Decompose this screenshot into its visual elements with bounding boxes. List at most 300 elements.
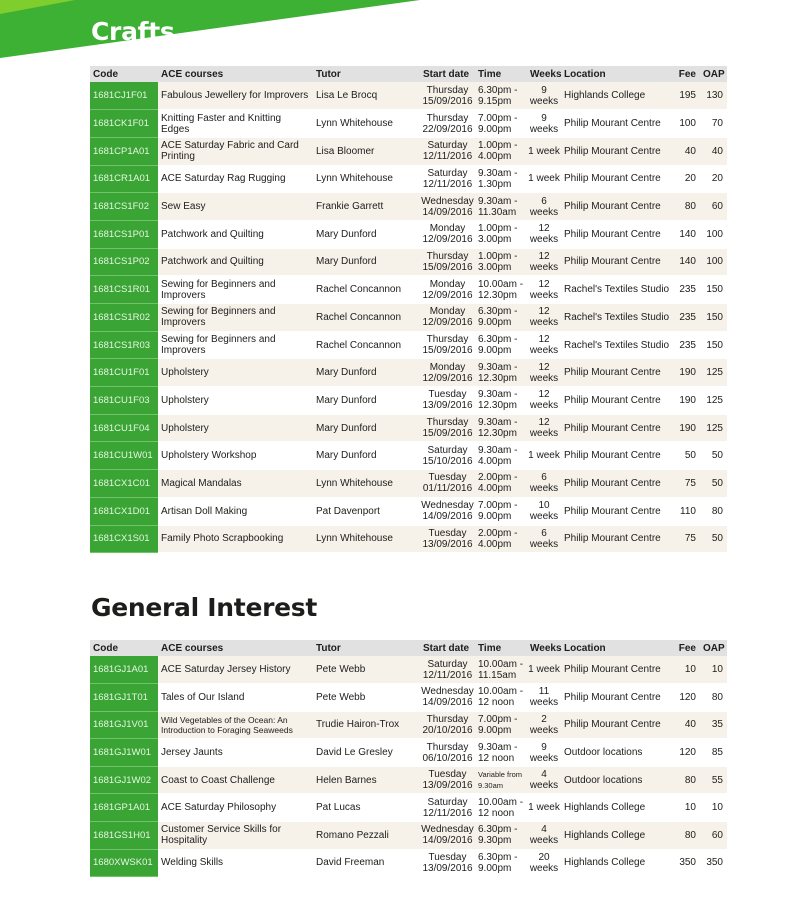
course-weeks — [527, 248, 561, 276]
course-time-text: 6.30pm - — [478, 306, 518, 318]
course-oap-fee — [700, 711, 727, 739]
start-date-text: Thursday — [426, 334, 469, 346]
course-fee-text: 80 — [684, 774, 696, 786]
course-oap-fee-text: 10 — [711, 664, 723, 676]
course-name-text: Upholstery — [161, 394, 209, 406]
course-name-text: Magical Mandalas — [161, 477, 242, 489]
course-name — [158, 711, 313, 739]
course-location — [561, 359, 674, 387]
course-fee — [674, 220, 700, 248]
course-oap-fee — [700, 470, 727, 498]
course-oap-fee-text: 55 — [711, 774, 723, 786]
course-code-text: 1681CJ1F01 — [93, 90, 148, 102]
course-name — [158, 359, 313, 387]
course-code-text: 1681CX1D01 — [93, 505, 151, 517]
course-time-text: 9.30pm — [478, 835, 512, 847]
table-row — [90, 497, 727, 525]
course-code-text: 1681GP1A01 — [93, 802, 151, 814]
course-weeks-text: weeks — [529, 835, 559, 847]
course-fee — [674, 193, 700, 221]
tutor-name — [313, 470, 420, 498]
course-oap-fee — [700, 331, 727, 359]
course-time-text: 12 noon — [478, 752, 515, 764]
course-location — [561, 442, 674, 470]
course-weeks — [527, 165, 561, 193]
course-location — [561, 137, 674, 165]
start-date-text: 15/09/2016 — [422, 428, 473, 440]
course-time-text: 9.00pm — [478, 511, 512, 523]
course-oap-fee — [700, 442, 727, 470]
course-fee — [674, 470, 700, 498]
course-weeks — [527, 766, 561, 794]
course-time — [475, 794, 527, 822]
course-weeks-text: 4 — [541, 824, 547, 836]
tutor-name-text: Romano Pezzali — [316, 829, 389, 841]
start-date-text: Monday — [429, 361, 466, 373]
start-date-text: Thursday — [426, 112, 469, 124]
tutor-name-text: Lisa Le Brocq — [316, 90, 378, 102]
course-time — [475, 137, 527, 165]
course-name-text: Sewing for Beginners and Improvers — [161, 334, 276, 357]
course-time-text: 6.30pm - — [478, 334, 518, 346]
course-weeks-text: weeks — [529, 511, 559, 523]
tutor-name-text: Lynn Whitehouse — [316, 533, 393, 545]
start-date-text: 14/09/2016 — [422, 511, 473, 523]
course-time — [475, 470, 527, 498]
course-time-text: 11.15am — [478, 669, 517, 681]
start-date — [420, 276, 475, 304]
course-oap-fee — [700, 684, 727, 712]
start-date-text: Saturday — [427, 167, 468, 179]
course-time — [475, 165, 527, 193]
course-time-text: 3.00pm — [478, 234, 512, 246]
course-name — [158, 497, 313, 525]
course-oap-fee-text: 125 — [706, 367, 723, 379]
course-code — [90, 739, 158, 767]
tutor-name — [313, 220, 420, 248]
course-time-text: 9.15pm — [478, 95, 512, 107]
course-fee-text: 140 — [679, 228, 696, 240]
tutor-name-text: David Le Gresley — [316, 747, 393, 759]
tutor-name — [313, 165, 420, 193]
course-name-text: Tales of Our Island — [161, 691, 245, 703]
table-row — [90, 794, 727, 822]
course-location — [561, 849, 674, 877]
course-fee-text: 80 — [684, 829, 696, 841]
start-date — [420, 248, 475, 276]
course-oap-fee-text: 80 — [711, 691, 723, 703]
course-time-text: 6.30pm - — [478, 824, 518, 836]
course-name — [158, 165, 313, 193]
tutor-name-text: Lynn Whitehouse — [316, 118, 393, 130]
header-fee: Fee — [674, 640, 700, 656]
course-time — [475, 497, 527, 525]
course-weeks-text: weeks — [529, 123, 559, 135]
table-row — [90, 276, 727, 304]
course-time-text: 9.30am - — [478, 389, 518, 401]
course-fee-text: 100 — [679, 118, 696, 130]
course-weeks — [527, 442, 561, 470]
start-date — [420, 220, 475, 248]
tutor-name-text: Pete Webb — [316, 691, 366, 703]
course-code-text: 1681GJ1W02 — [93, 774, 152, 786]
course-location — [561, 711, 674, 739]
course-weeks-text: 20 — [538, 851, 550, 863]
course-time-text: 9.00pm — [478, 724, 512, 736]
course-code — [90, 165, 158, 193]
tutor-name-text: Lynn Whitehouse — [316, 477, 393, 489]
start-date-text: 12/11/2016 — [422, 807, 473, 819]
start-date — [420, 470, 475, 498]
start-date-text: Wednesday — [421, 686, 474, 698]
table-row — [90, 359, 727, 387]
course-weeks-text: weeks — [529, 724, 559, 736]
course-code-text: 1681CS1P02 — [93, 256, 150, 268]
course-time — [475, 220, 527, 248]
course-code — [90, 331, 158, 359]
course-fee-text: 235 — [679, 284, 696, 296]
course-weeks-text: weeks — [529, 206, 559, 218]
course-fee — [674, 442, 700, 470]
table-row — [90, 656, 727, 684]
course-time-text: 12 noon — [478, 697, 515, 709]
start-date — [420, 656, 475, 684]
course-fee-text: 235 — [679, 311, 696, 323]
course-weeks-text: weeks — [529, 538, 559, 550]
table-row — [90, 331, 727, 359]
tutor-name-text: Rachel Concannon — [316, 311, 402, 323]
course-location-text: Philip Mourant Centre — [564, 145, 661, 157]
course-oap-fee — [700, 387, 727, 415]
course-weeks — [527, 276, 561, 304]
course-time-text: 9.30am - — [478, 195, 518, 207]
tutor-name — [313, 525, 420, 553]
course-weeks — [527, 220, 561, 248]
tutor-name — [313, 766, 420, 794]
course-name — [158, 82, 313, 110]
start-date-text: Wednesday — [421, 195, 474, 207]
course-code-text: 1681CS1R02 — [93, 311, 151, 323]
course-code-text: 1680XWSK01 — [93, 857, 153, 869]
start-date — [420, 82, 475, 110]
course-fee — [674, 387, 700, 415]
tutor-name-text: Mary Dunford — [316, 228, 377, 240]
course-oap-fee-text: 70 — [711, 118, 723, 130]
course-fee — [674, 849, 700, 877]
course-name-text: Patchwork and Quilting — [161, 228, 264, 240]
course-name — [158, 248, 313, 276]
course-oap-fee — [700, 165, 727, 193]
course-oap-fee-text: 60 — [711, 829, 723, 841]
course-fee — [674, 304, 700, 332]
table-row — [90, 110, 727, 138]
table-row — [90, 387, 727, 415]
table-row — [90, 165, 727, 193]
course-code — [90, 276, 158, 304]
start-date — [420, 794, 475, 822]
course-weeks-text: 9 — [541, 84, 547, 96]
crafts-course-table — [90, 66, 727, 553]
course-code — [90, 766, 158, 794]
tutor-name-text: Mary Dunford — [316, 422, 377, 434]
course-fee-text: 140 — [679, 256, 696, 268]
course-weeks-text: 6 — [541, 472, 547, 484]
table-row — [90, 470, 727, 498]
course-fee-text: 120 — [679, 691, 696, 703]
course-location — [561, 304, 674, 332]
course-code-text: 1681CS1P01 — [93, 228, 150, 240]
course-oap-fee-text: 100 — [706, 256, 723, 268]
course-weeks — [527, 656, 561, 684]
course-code — [90, 656, 158, 684]
tutor-name — [313, 276, 420, 304]
course-name-text: Wild Vegetables of the Ocean: An Introduction to Foraging Seaweeds — [161, 714, 293, 735]
header-location: Location — [561, 66, 674, 82]
course-time — [475, 656, 527, 684]
start-date-text: 12/09/2016 — [422, 289, 473, 301]
course-name — [158, 331, 313, 359]
course-time — [475, 304, 527, 332]
header-start-date: Start date — [420, 66, 475, 82]
course-time — [475, 822, 527, 850]
header-code: Code — [90, 640, 158, 656]
table-header-row — [90, 640, 727, 656]
tutor-name-text: Rachel Concannon — [316, 339, 402, 351]
start-date-text: 15/09/2016 — [422, 95, 473, 107]
course-location-text: Philip Mourant Centre — [564, 477, 661, 489]
course-time-text: 6.30pm - — [478, 84, 518, 96]
course-location — [561, 497, 674, 525]
tutor-name — [313, 359, 420, 387]
course-weeks — [527, 849, 561, 877]
course-time-text: 4.00pm — [478, 538, 512, 550]
start-date-text: 13/09/2016 — [422, 862, 473, 874]
course-name-text: Family Photo Scrapbooking — [161, 533, 284, 545]
course-location — [561, 248, 674, 276]
course-code — [90, 82, 158, 110]
course-code — [90, 525, 158, 553]
course-location-text: Outdoor locations — [564, 747, 643, 759]
start-date-text: Saturday — [427, 658, 468, 670]
course-time — [475, 711, 527, 739]
course-oap-fee — [700, 822, 727, 850]
course-code — [90, 497, 158, 525]
course-fee-text: 10 — [684, 802, 696, 814]
start-date-text: Wednesday — [421, 824, 474, 836]
table-row — [90, 766, 727, 794]
tutor-name-text: Mary Dunford — [316, 450, 377, 462]
course-oap-fee-text: 40 — [711, 145, 723, 157]
start-date-text: 14/09/2016 — [422, 206, 473, 218]
tutor-name — [313, 497, 420, 525]
course-name — [158, 794, 313, 822]
course-location-text: Highlands College — [564, 829, 646, 841]
course-fee-text: 235 — [679, 339, 696, 351]
course-time-text: 12.30pm — [478, 372, 517, 384]
tutor-name — [313, 442, 420, 470]
course-oap-fee — [700, 193, 727, 221]
course-code-text: 1681GJ1W01 — [93, 747, 152, 759]
course-time — [475, 684, 527, 712]
start-date-text: 15/10/2016 — [422, 455, 473, 467]
course-time — [475, 276, 527, 304]
course-fee-text: 190 — [679, 422, 696, 434]
course-code-text: 1681GJ1V01 — [93, 719, 149, 731]
course-location-text: Rachel's Textiles Studio — [564, 311, 670, 323]
course-oap-fee — [700, 497, 727, 525]
start-date-text: Monday — [429, 278, 466, 290]
start-date-text: Tuesday — [428, 769, 467, 781]
header-tutor: Tutor — [313, 640, 420, 656]
course-location — [561, 794, 674, 822]
table-row — [90, 248, 727, 276]
course-fee-text: 20 — [684, 173, 696, 185]
start-date-text: 12/09/2016 — [422, 317, 473, 329]
start-date-text: 22/09/2016 — [422, 123, 473, 135]
course-weeks-text: 1 week — [528, 802, 560, 814]
start-date-text: Thursday — [426, 417, 469, 429]
course-location-text: Philip Mourant Centre — [564, 228, 661, 240]
course-time — [475, 387, 527, 415]
course-time-text: 9.30am - — [478, 167, 518, 179]
course-weeks — [527, 525, 561, 553]
header-location: Location — [561, 640, 674, 656]
course-name-text: ACE Saturday Jersey History — [161, 664, 291, 676]
course-weeks-text: 9 — [541, 112, 547, 124]
course-name — [158, 684, 313, 712]
course-fee — [674, 82, 700, 110]
start-date — [420, 684, 475, 712]
course-location — [561, 387, 674, 415]
start-date — [420, 193, 475, 221]
course-name-text: Sewing for Beginners and Improvers — [161, 306, 276, 329]
course-time — [475, 82, 527, 110]
course-time — [475, 193, 527, 221]
course-fee — [674, 414, 700, 442]
course-name-text: ACE Saturday Fabric and Card Printing — [161, 140, 299, 163]
course-time — [475, 525, 527, 553]
course-code-text: 1681CU1W01 — [93, 450, 153, 462]
tutor-name — [313, 822, 420, 850]
course-time-text: 10.00am - — [478, 658, 524, 670]
course-oap-fee-text: 20 — [711, 173, 723, 185]
course-weeks-text: 12 — [538, 250, 550, 262]
crafts-section-title: Crafts — [91, 17, 175, 46]
tutor-name — [313, 387, 420, 415]
course-time-text: 9.30am - — [478, 417, 518, 429]
course-weeks-text: 10 — [538, 500, 550, 512]
course-weeks — [527, 82, 561, 110]
course-time-text: 10.00am - — [478, 796, 524, 808]
course-weeks-text: weeks — [529, 780, 559, 792]
course-weeks-text: 12 — [538, 361, 550, 373]
course-oap-fee-text: 10 — [711, 802, 723, 814]
start-date-text: Thursday — [426, 84, 469, 96]
course-time-text: 7.00pm - — [478, 713, 518, 725]
course-code — [90, 794, 158, 822]
course-location-text: Philip Mourant Centre — [564, 664, 661, 676]
course-weeks-text: weeks — [529, 483, 559, 495]
header-course: ACE courses — [158, 66, 313, 82]
start-date — [420, 442, 475, 470]
course-weeks-text: 1 week — [528, 450, 560, 462]
start-date-text: 13/09/2016 — [422, 400, 473, 412]
course-code — [90, 442, 158, 470]
tutor-name-text: Lisa Bloomer — [316, 145, 375, 157]
start-date — [420, 822, 475, 850]
tutor-name-text: Pat Davenport — [316, 505, 380, 517]
course-weeks-text: 4 — [541, 769, 547, 781]
tutor-name-text: Lynn Whitehouse — [316, 173, 393, 185]
course-code — [90, 711, 158, 739]
course-fee-text: 40 — [684, 719, 696, 731]
course-name-text: Jersey Jaunts — [161, 747, 223, 759]
course-location — [561, 193, 674, 221]
course-name — [158, 442, 313, 470]
tutor-name — [313, 82, 420, 110]
start-date-text: Monday — [429, 223, 466, 235]
course-weeks — [527, 822, 561, 850]
tutor-name — [313, 739, 420, 767]
course-weeks-text: 12 — [538, 306, 550, 318]
course-location — [561, 276, 674, 304]
start-date-text: Thursday — [426, 250, 469, 262]
start-date — [420, 739, 475, 767]
course-fee-text: 190 — [679, 367, 696, 379]
course-name — [158, 739, 313, 767]
course-weeks — [527, 414, 561, 442]
course-name-text: Coast to Coast Challenge — [161, 774, 275, 786]
tutor-name — [313, 304, 420, 332]
course-name-text: Sewing for Beginners and Improvers — [161, 278, 276, 301]
start-date-text: 12/11/2016 — [422, 151, 473, 163]
course-name — [158, 304, 313, 332]
start-date-text: 12/09/2016 — [422, 372, 473, 384]
course-time — [475, 110, 527, 138]
course-location-text: Philip Mourant Centre — [564, 450, 661, 462]
course-code-text: 1681CS1R03 — [93, 339, 151, 351]
general-interest-section-title: General Interest — [91, 593, 318, 622]
start-date — [420, 137, 475, 165]
course-location-text: Highlands College — [564, 857, 646, 869]
table-row — [90, 220, 727, 248]
course-name — [158, 137, 313, 165]
course-location — [561, 525, 674, 553]
course-time-text: 11.30am — [478, 206, 517, 218]
start-date — [420, 110, 475, 138]
course-weeks-text: weeks — [529, 234, 559, 246]
course-fee — [674, 739, 700, 767]
course-weeks-text: 12 — [538, 223, 550, 235]
course-weeks — [527, 304, 561, 332]
course-weeks-text: 2 — [541, 713, 547, 725]
header-fee: Fee — [674, 66, 700, 82]
tutor-name-text: Frankie Garrett — [316, 201, 384, 213]
header-course: ACE courses — [158, 640, 313, 656]
course-code-text: 1681CU1F04 — [93, 422, 150, 434]
course-code — [90, 849, 158, 877]
course-weeks-text: 11 — [538, 686, 550, 698]
course-oap-fee — [700, 359, 727, 387]
course-weeks-text: weeks — [529, 400, 559, 412]
course-oap-fee — [700, 137, 727, 165]
course-code-text: 1681GS1H01 — [93, 829, 151, 841]
course-oap-fee-text: 150 — [706, 339, 723, 351]
start-date — [420, 359, 475, 387]
course-oap-fee — [700, 739, 727, 767]
course-time-text: 12.30pm — [478, 400, 517, 412]
course-location-text: Philip Mourant Centre — [564, 422, 661, 434]
